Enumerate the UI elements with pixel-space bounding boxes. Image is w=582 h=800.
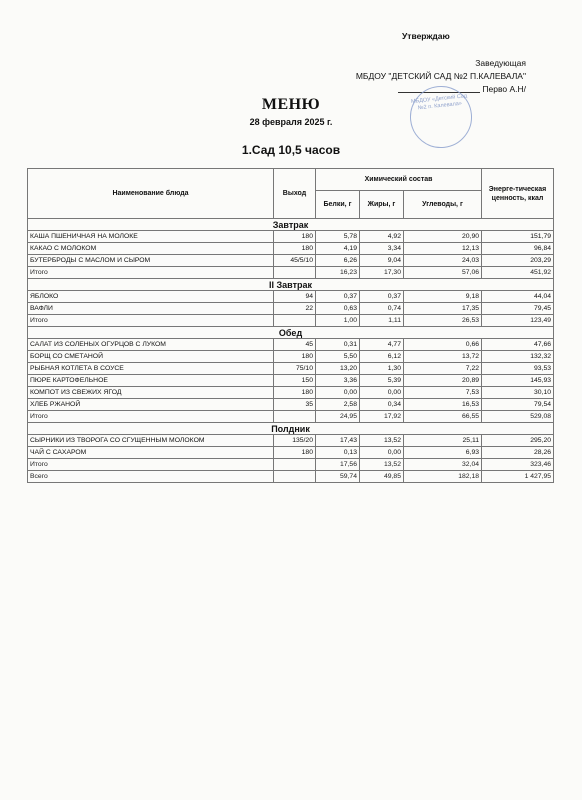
cell-carbs: 9,18 [404, 291, 482, 303]
menu-table [27, 168, 554, 483]
cell-dish: БОРЩ СО СМЕТАНОЙ [28, 351, 274, 363]
cell-protein: 4,19 [316, 243, 360, 255]
cell-fat: 0,00 [360, 447, 404, 459]
cell-carbs: 57,06 [404, 267, 482, 279]
cell-carbs: 6,93 [404, 447, 482, 459]
table-row [28, 255, 554, 267]
table-row [28, 447, 554, 459]
cell-energy: 1 427,95 [482, 471, 554, 483]
cell-carbs: 20,90 [404, 231, 482, 243]
cell-energy: 30,10 [482, 387, 554, 399]
cell-energy: 93,53 [482, 363, 554, 375]
cell-carbs: 0,66 [404, 339, 482, 351]
cell-fat: 3,34 [360, 243, 404, 255]
table-row [28, 399, 554, 411]
cell-protein: 16,23 [316, 267, 360, 279]
table-row [28, 231, 554, 243]
cell-fat: 49,85 [360, 471, 404, 483]
cell-dish: ЯБЛОКО [28, 291, 274, 303]
cell-fat: 4,92 [360, 231, 404, 243]
cell-protein: 6,26 [316, 255, 360, 267]
section-title: Полдник [28, 423, 554, 435]
cell-carbs: 182,18 [404, 471, 482, 483]
cell-dish: Всего [28, 471, 274, 483]
cell-dish: КОМПОТ ИЗ СВЕЖИХ ЯГОД [28, 387, 274, 399]
total-row [28, 315, 554, 327]
cell-fat: 0,34 [360, 399, 404, 411]
cell-dish: Итого [28, 459, 274, 471]
cell-protein: 1,00 [316, 315, 360, 327]
section-title: Обед [28, 327, 554, 339]
cell-output: 45/5/10 [274, 255, 316, 267]
cell-carbs: 7,53 [404, 387, 482, 399]
cell-protein: 13,20 [316, 363, 360, 375]
total-row [28, 267, 554, 279]
cell-energy: 151,79 [482, 231, 554, 243]
approval-org: МБДОУ "ДЕТСКИЙ САД №2 П.КАЛЕВАЛА" [355, 71, 526, 81]
approval-label: Утверждаю [402, 31, 450, 41]
cell-dish: СЫРНИКИ ИЗ ТВОРОГА СО СГУЩЕННЫМ МОЛОКОМ [28, 435, 274, 447]
cell-carbs: 12,13 [404, 243, 482, 255]
header-carbs: Углеводы, г [404, 191, 482, 219]
cell-dish: ПЮРЕ КАРТОФЕЛЬНОЕ [28, 375, 274, 387]
cell-carbs: 17,35 [404, 303, 482, 315]
header-output: Выход [274, 169, 316, 219]
approval-position: Заведующая [475, 58, 526, 68]
cell-protein: 3,36 [316, 375, 360, 387]
table-row [28, 363, 554, 375]
section-row [28, 423, 554, 435]
header-chem: Химический состав [316, 169, 482, 191]
cell-output: 45 [274, 339, 316, 351]
cell-protein: 0,37 [316, 291, 360, 303]
cell-energy: 44,04 [482, 291, 554, 303]
cell-carbs: 66,55 [404, 411, 482, 423]
cell-energy: 123,49 [482, 315, 554, 327]
cell-dish: ВАФЛИ [28, 303, 274, 315]
cell-dish: КАША ПШЕНИЧНАЯ НА МОЛОКЕ [28, 231, 274, 243]
cell-fat: 5,39 [360, 375, 404, 387]
cell-protein: 5,78 [316, 231, 360, 243]
cell-protein: 2,58 [316, 399, 360, 411]
cell-energy: 529,08 [482, 411, 554, 423]
menu-body [28, 219, 554, 483]
total-row [28, 411, 554, 423]
cell-dish: РЫБНАЯ КОТЛЕТА В СОУСЕ [28, 363, 274, 375]
cell-protein: 59,74 [316, 471, 360, 483]
cell-output: 180 [274, 387, 316, 399]
cell-carbs: 25,11 [404, 435, 482, 447]
header-dish: Наименование блюда [28, 169, 274, 219]
approval-name: Перво А.Н/ [482, 84, 526, 94]
cell-fat: 0,37 [360, 291, 404, 303]
cell-dish: Итого [28, 411, 274, 423]
cell-carbs: 13,72 [404, 351, 482, 363]
cell-fat: 1,30 [360, 363, 404, 375]
table-row [28, 351, 554, 363]
cell-dish: ХЛЕБ РЖАНОЙ [28, 399, 274, 411]
header-energy: Энерге-тическая ценность, ккал [482, 169, 554, 219]
cell-output: 94 [274, 291, 316, 303]
table-row [28, 303, 554, 315]
cell-carbs: 16,53 [404, 399, 482, 411]
cell-fat: 0,00 [360, 387, 404, 399]
cell-carbs: 26,53 [404, 315, 482, 327]
cell-output: 135/20 [274, 435, 316, 447]
table-row [28, 291, 554, 303]
cell-output: 35 [274, 399, 316, 411]
cell-fat: 1,11 [360, 315, 404, 327]
cell-fat: 17,30 [360, 267, 404, 279]
section-title: II Завтрак [28, 279, 554, 291]
cell-protein: 0,31 [316, 339, 360, 351]
section-title: Завтрак [28, 219, 554, 231]
table-row [28, 375, 554, 387]
cell-protein: 24,95 [316, 411, 360, 423]
page-title: МЕНЮ [261, 96, 321, 113]
cell-output [274, 315, 316, 327]
cell-energy: 451,92 [482, 267, 554, 279]
cell-fat: 9,04 [360, 255, 404, 267]
cell-output: 180 [274, 351, 316, 363]
cell-output: 180 [274, 447, 316, 459]
cell-carbs: 32,04 [404, 459, 482, 471]
section-row [28, 279, 554, 291]
cell-protein: 17,56 [316, 459, 360, 471]
cell-protein: 5,50 [316, 351, 360, 363]
cell-protein: 0,13 [316, 447, 360, 459]
cell-output: 180 [274, 243, 316, 255]
table-row [28, 339, 554, 351]
cell-energy: 323,46 [482, 459, 554, 471]
cell-fat: 4,77 [360, 339, 404, 351]
cell-energy: 47,66 [482, 339, 554, 351]
cell-carbs: 7,22 [404, 363, 482, 375]
header-protein: Белки, г [316, 191, 360, 219]
cell-output: 150 [274, 375, 316, 387]
cell-energy: 96,84 [482, 243, 554, 255]
cell-protein: 17,43 [316, 435, 360, 447]
cell-output: 75/10 [274, 363, 316, 375]
cell-dish: Итого [28, 267, 274, 279]
table-row [28, 243, 554, 255]
cell-output [274, 471, 316, 483]
cell-energy: 132,32 [482, 351, 554, 363]
cell-dish: БУТЕРБРОДЫ С МАСЛОМ И СЫРОМ [28, 255, 274, 267]
cell-output: 180 [274, 231, 316, 243]
cell-dish: КАКАО С МОЛОКОМ [28, 243, 274, 255]
cell-fat: 13,52 [360, 435, 404, 447]
cell-dish: САЛАТ ИЗ СОЛЕНЫХ ОГУРЦОВ С ЛУКОМ [28, 339, 274, 351]
cell-energy: 79,54 [482, 399, 554, 411]
cell-dish: ЧАЙ С САХАРОМ [28, 447, 274, 459]
cell-output [274, 459, 316, 471]
cell-energy: 79,45 [482, 303, 554, 315]
menu-subtitle: 1.Сад 10,5 часов [241, 143, 341, 157]
cell-energy: 203,29 [482, 255, 554, 267]
cell-fat: 6,12 [360, 351, 404, 363]
section-row [28, 327, 554, 339]
cell-output: 22 [274, 303, 316, 315]
cell-dish: Итого [28, 315, 274, 327]
menu-date: 28 февраля 2025 г. [249, 117, 333, 127]
cell-fat: 13,52 [360, 459, 404, 471]
total-row [28, 459, 554, 471]
cell-energy: 28,26 [482, 447, 554, 459]
cell-protein: 0,00 [316, 387, 360, 399]
section-row [28, 219, 554, 231]
header-fat: Жиры, г [360, 191, 404, 219]
cell-energy: 145,93 [482, 375, 554, 387]
total-row [28, 471, 554, 483]
cell-protein: 0,63 [316, 303, 360, 315]
stamp-seal: МБДОУ «Детский Сад №2 п. Калевала» [407, 83, 475, 151]
cell-fat: 17,92 [360, 411, 404, 423]
cell-carbs: 24,03 [404, 255, 482, 267]
cell-energy: 295,20 [482, 435, 554, 447]
cell-output [274, 411, 316, 423]
cell-fat: 0,74 [360, 303, 404, 315]
table-row [28, 387, 554, 399]
table-row [28, 435, 554, 447]
cell-output [274, 267, 316, 279]
cell-carbs: 20,89 [404, 375, 482, 387]
